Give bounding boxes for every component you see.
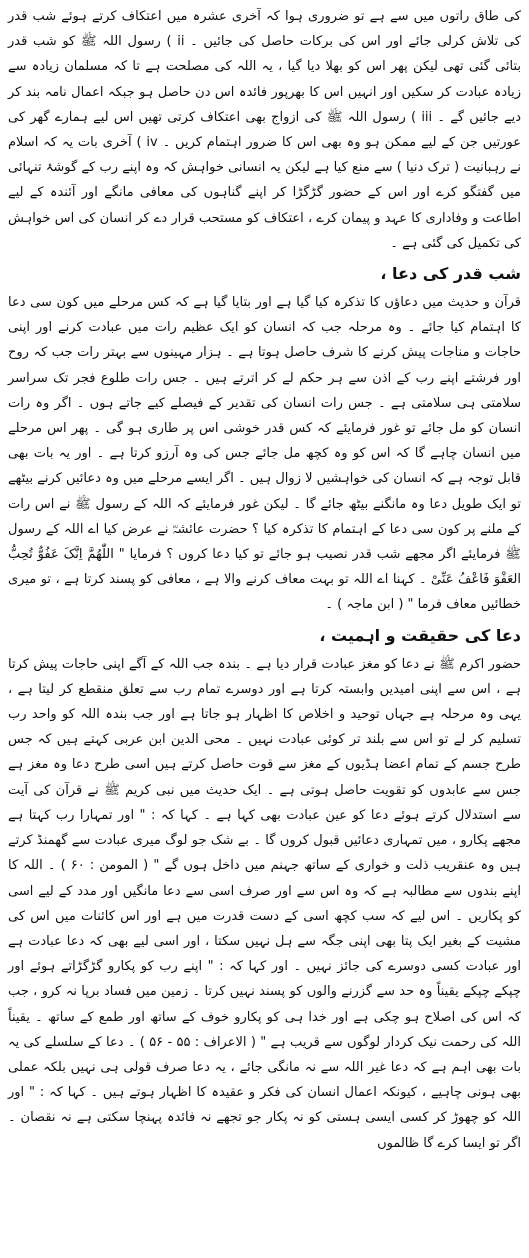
section-heading-reality-of-dua: دعا کی حقیقت و اہمیت ، [319, 625, 521, 645]
intro-paragraph: کی طاق راتوں میں سے ہے تو ضروری ہوا کہ آخری عشرہ میں اعتکاف کرتے ہوئے شب قدر کی تلاش کرلی جائے اور اس کی برکات حاصل کی جائیں ۔ ii ) رسول اللہ ﷺ کو شب قدر بتائی گئی تھی لیکن پھر اس کو بھلا دیا گیا ، یہ اللہ کی مصلحت ہے تا کہ مسلمان زیادہ سے زیادہ عبادت کر سکیں اور انہیں اس کا بھرپور فائدہ اس دن حاصل ہو جبکہ اعمال نامہ بند کر دیے جائیں گے ۔ iii ) رسول اللہ ﷺ کی ازواج بھی اعتکاف کرتی تھیں اس لیے ہمارے گھر کی عورتیں جن کے لیے ممکن ہو وہ بھی اس کا ضرور اہتمام کریں ۔ iv ) آخری بات یہ کہ اسلام نے رہبانیت ( ترک دنیا ) سے منع کیا ہے لیکن یہ انسانی خواہش کہ وہ اپنے رب کے گوشۂ تنہائی میں گفتگو کرے اور اس کے حضور گڑگڑا کر اپنے گناہوں کی معافی مانگے اور آئندہ کے لیے اطاعت و وفاداری کا عہد و پیمان کرے ، اعتکاف کو مستحب قرار دے کر انسان کی اس خواہش کی تکمیل کی گئی ہے ۔ [8, 9, 521, 251]
section-paragraph-reality-of-dua: حضور اکرم ﷺ نے دعا کو مغز عبادت قرار دیا ہے ۔ بندہ جب اللہ کے آگے اپنی حاجات پیش کرتا ہے ، اس سے اپنی امیدیں وابستہ کرتا ہے اور دوسرے تمام رب سے تعلق منقطع کر لیتا ہے ، یہی وہ مرحلہ ہے جہاں توحید و اخلاص کا اظہار ہو جاتا ہے اور جب بندہ اللہ کو واحد رب تسلیم کر لے تو اس سے بلند تر کوئی عبادت نہیں ۔ محی الدین ابن عربی کہتے ہیں کہ جس طرح جسم کے تمام اعضا ہڈیوں کے مغز سے قوت حاصل کرتے ہیں اسی طرح دعا وہ مغز ہے جس سے عابدوں کو تقویت حاصل ہوتی ہے ۔ ایک حدیث میں نبی کریم ﷺ نے قرآن کی آیت سے استدلال کرتے ہوئے دعا کو عین عبادت بھی کہا ہے ۔ کہا کہ : " اور تمہارا رب کہتا ہے مجھے پکارو ، میں تمہاری دعائیں قبول کروں گا ۔ بے شک جو لوگ میری عبادت سے گھمنڈ کرتے ہیں وہ عنقریب ذلت و خواری کے ساتھ جہنم میں داخل ہوں گے " ( المومن : ۶۰ ) ۔ اللہ کا اپنے بندوں سے مطالبہ ہے کہ وہ اس سے اور صرف اسی سے دعا مانگیں اور مدد کے لیے اسی کو پکاریں ۔ اس لیے کہ سب کچھ اسی کے دست قدرت میں ہے اور اس کائنات میں اس کی مشیت کے بغیر ایک پتا بھی اپنی جگہ سے ہل نہیں سکتا ، اور اسی لیے بھی کہ دعا عبادت ہے اور عبادت کسی دوسرے کی جائز نہیں ۔ اور کہا کہ : " اپنے رب کو پکارو گڑگڑاتے ہوئے اور چپکے چپکے یقیناً وہ حد سے گزرنے والوں کو پسند نہیں کرتا ۔ زمین میں فساد برپا نہ کرو ، جب کہ اس کی اصلاح ہو چکی ہے اور خدا ہی کو پکارو خوف کے ساتھ اور طمع کے ساتھ ۔ یقیناً اللہ کی رحمت نیک کردار لوگوں سے قریب ہے " ( الاعراف : ۵۵ - ۵۶ ) ۔ دعا کے سلسلے کی یہ بات بھی اہم ہے کہ دعا غیر اللہ سے نہ مانگی جائے ، یہ دعا صرف قولی ہی نہیں بلکہ عملی بھی ہونی چاہیے ، کیونکہ اعمال انسان کی فکر و عقیدہ کا اظہار ہوتے ہیں ۔ کہا کہ : " اور اللہ کو چھوڑ کر کسی ایسی ہستی کو نہ پکار جو تجھے نہ فائدہ پہنچا سکتی ہے نہ نقصان ۔ اگر تو ایسا کرے گا ظالموں [8, 656, 521, 1151]
section-paragraph-laylat-al-qadr-dua: قرآن و حدیث میں دعاؤں کا تذکرہ کیا گیا ہے اور بتایا گیا ہے کہ کس مرحلے میں کون سی دعا کا اہتمام کیا جائے ۔ وہ مرحلہ جب کہ انسان کو ایک عظیم رات میں عبادت کرنے اور اپنی حاجات و مناجات پیش کرنے کا شرف حاصل ہوتا ہے ۔ ہزار مہینوں سے بہتر رات جب کہ روح اور فرشتے اپنے رب کے اذن سے ہر حکم لے کر اترتے ہیں ۔ جس رات طلوع فجر تک سراسر سلامتی ہی سلامتی ہے ۔ جس رات انسان کی تقدیر کے فیصلے کیے جاتے ہوں ۔ اگر وہ رات انسان کو مل جائے تو غور فرمایئے کہ کس قدر خوشی اس پر طاری ہو گی ۔ پھر اس مرحلے میں انسان چاہے گا کہ اس کو وہ کچھ مل جائے جس کی وہ آرزو کرتا ہے ۔ اور یہ بات بھی قابل توجہ ہے کہ انسان کی خواہشیں لا زوال ہیں ۔ اگر ایسے مرحلے میں وہ دعائیں کرنے بیٹھے تو ایک طویل دعا وہ مانگنے بیٹھ جائے گا ۔ لیکن غور فرمایئے کہ اللہ کے رسول ﷺ نے اس رات کے ملنے پر کون سی دعا کے اہتمام کا تذکرہ کیا ؟ حضرت عائشہؓ نے عرض کیا اے اللہ کے رسول ﷺ فرمایئے اگر مجھے شب قدر نصیب ہو جائے تو کیا دعا کروں ؟ فرمایا " اللّٰھُمَّ اِنَّکَ عَفُوٌّ تُحِبُّ العَفْوَ فَاعْفُ عَنِّیْ ۔ کہنا اے اللہ تو بہت معاف کرنے والا ہے ، معافی کو پسند کرتا ہے ، تو میری خطائیں معاف فرما " ( ابن ماجہ ) ۔ [8, 295, 521, 613]
section-heading-laylat-al-qadr-dua: شب قدر کی دعا ، [380, 264, 521, 284]
